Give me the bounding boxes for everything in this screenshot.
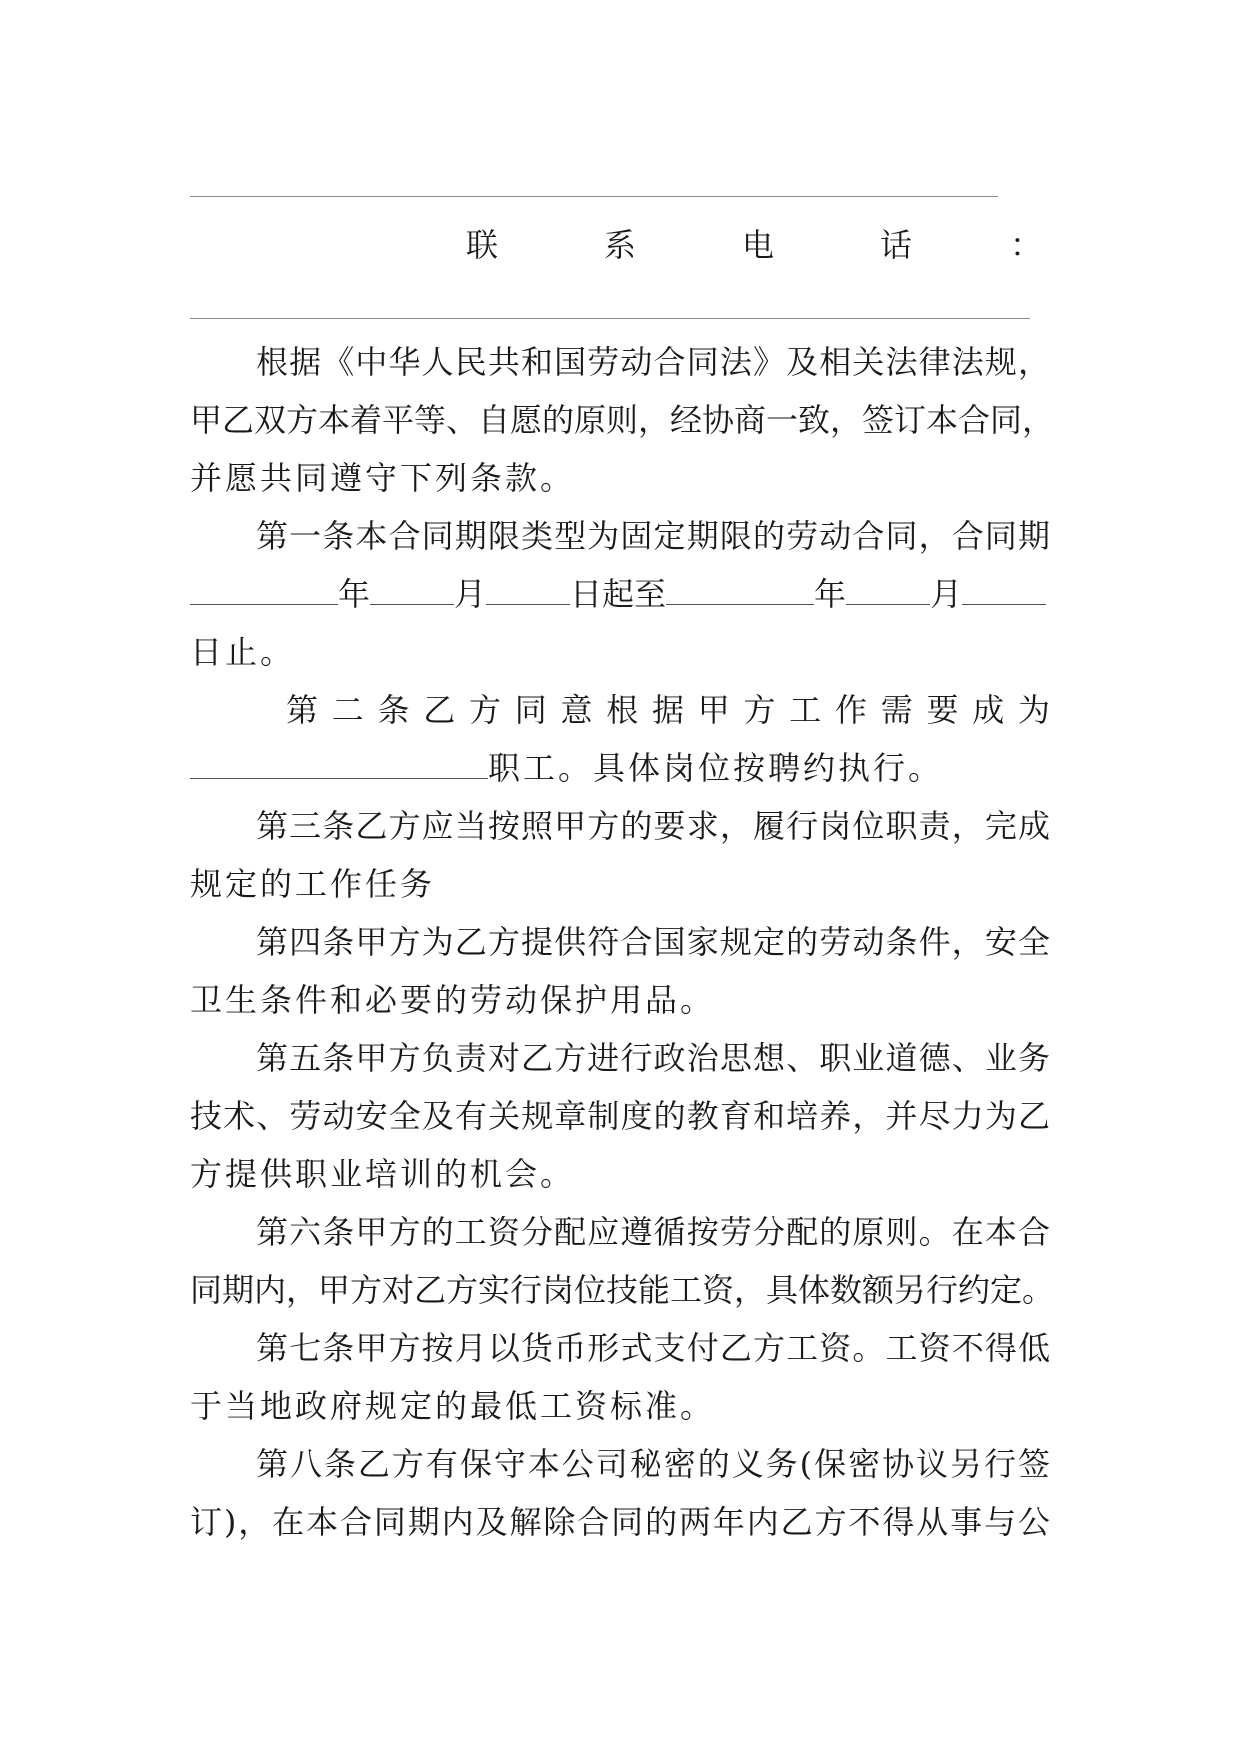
end-month-label: 月 bbox=[930, 575, 963, 613]
start-year-label: 年 bbox=[338, 575, 371, 613]
end-day-blank[interactable] bbox=[962, 574, 1046, 605]
article4-line-1: 第四条甲方为乙方提供符合国家规定的劳动条件，安全 bbox=[256, 923, 1050, 961]
article4-line-2: 卫生条件和必要的劳动保护用品。 bbox=[190, 981, 716, 1019]
start-year-blank[interactable] bbox=[190, 574, 338, 605]
start-month-blank[interactable] bbox=[370, 574, 454, 605]
article2-line-1: 第二条乙方同意根据甲方工作需要成为 bbox=[286, 691, 1050, 729]
preamble-line-1: 根据《中华人民共和国劳动合同法》及相关法律法规， bbox=[256, 343, 1050, 381]
contact-char-4: 话 bbox=[880, 226, 913, 264]
article1-line-1: 第一条本合同期限类型为固定期限的劳动合同，合同期 bbox=[256, 517, 1050, 555]
article7-line-1: 第七条甲方按月以货币形式支付乙方工资。工资不得低 bbox=[256, 1329, 1050, 1367]
preamble-line-2: 甲乙双方本着平等、自愿的原则，经协商一致，签订本合同， bbox=[190, 401, 1055, 439]
preamble-line-3: 并愿共同遵守下列条款。 bbox=[190, 459, 576, 497]
end-year-blank[interactable] bbox=[666, 574, 814, 605]
article6-line-2: 同期内，甲方对乙方实行岗位技能工资，具体数额另行约定。 bbox=[190, 1271, 1055, 1309]
start-day-label: 日起至 bbox=[570, 575, 667, 613]
form-line-contact bbox=[190, 318, 1030, 319]
article5-line-2: 技术、劳动安全及有关规章制度的教育和培养，并尽力为乙 bbox=[190, 1097, 1050, 1135]
article7-line-2: 于当地政府规定的最低工资标准。 bbox=[190, 1387, 716, 1425]
article2-line-2-text: 职工。具体岗位按聘约执行。 bbox=[488, 749, 944, 787]
form-line-top bbox=[190, 196, 998, 197]
start-day-blank[interactable] bbox=[486, 574, 570, 605]
article1-line-3: 日止。 bbox=[190, 633, 296, 671]
job-title-blank[interactable] bbox=[190, 748, 488, 779]
article6-line-1: 第六条甲方的工资分配应遵循按劳分配的原则。在本合 bbox=[256, 1213, 1050, 1251]
article5-line-3: 方提供职业培训的机会。 bbox=[190, 1155, 576, 1193]
article2-line-2 bbox=[190, 748, 1050, 788]
start-month-label: 月 bbox=[454, 575, 487, 613]
contact-colon: ： bbox=[1010, 226, 1043, 264]
contact-char-3: 电 bbox=[742, 226, 775, 264]
article5-line-1: 第五条甲方负责对乙方进行政治思想、职业道德、业务 bbox=[256, 1039, 1050, 1077]
article3-line-2: 规定的工作任务 bbox=[190, 865, 436, 903]
article8-line-2: 订)，在本合同期内及解除合同的两年内乙方不得从事与公 bbox=[190, 1503, 1050, 1541]
contact-char-1: 联 bbox=[466, 226, 499, 264]
article8-line-1: 第八条乙方有保守本公司秘密的义务(保密协议另行签 bbox=[256, 1445, 1050, 1483]
end-year-label: 年 bbox=[814, 575, 847, 613]
article1-dates-row bbox=[190, 574, 1050, 614]
end-month-blank[interactable] bbox=[846, 574, 930, 605]
contact-char-2: 系 bbox=[604, 226, 637, 264]
article3-line-1: 第三条乙方应当按照甲方的要求，履行岗位职责，完成 bbox=[256, 807, 1050, 845]
